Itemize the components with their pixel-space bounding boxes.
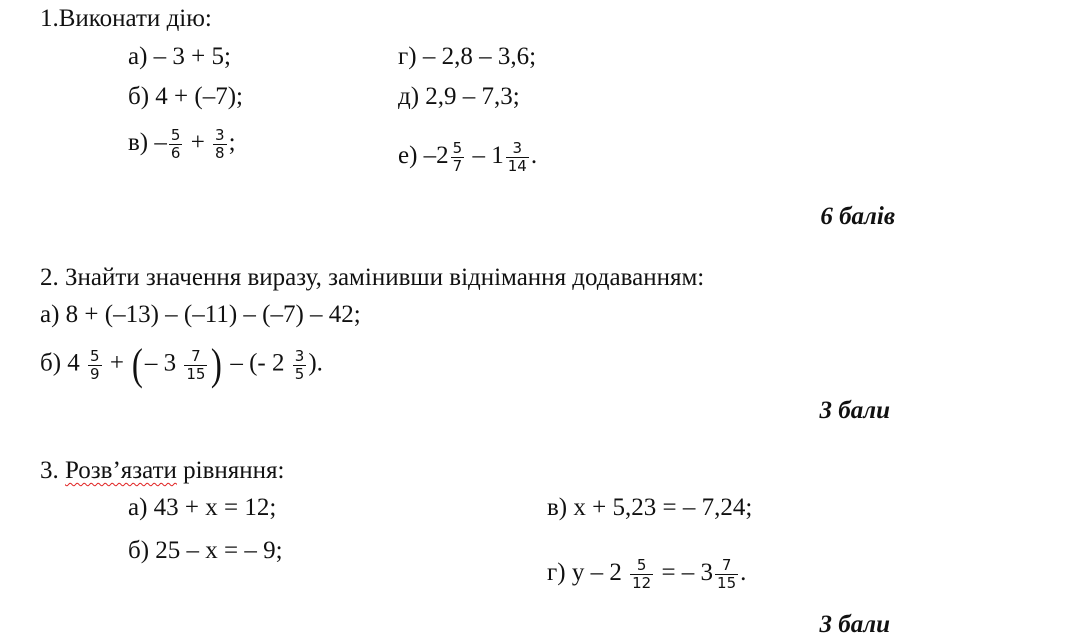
task1-e-prefix: е) –2 bbox=[398, 142, 449, 170]
task1-item-v-prefix: в) – bbox=[128, 129, 167, 157]
task1-v-fraction-2 bbox=[213, 127, 227, 162]
task2-b-prefix: б) 4 bbox=[40, 349, 80, 377]
numerator: 3 bbox=[506, 140, 529, 158]
numerator: 5 bbox=[630, 557, 653, 575]
task2-b-fraction-1 bbox=[88, 348, 102, 383]
task1-e-fraction-1 bbox=[451, 140, 465, 175]
task3-g-prefix: г) у – 2 bbox=[547, 559, 622, 587]
task1-v-fraction-1 bbox=[169, 127, 183, 162]
denominator: 14 bbox=[507, 157, 527, 175]
task1-item-d: д) 2,9 – 7,3; bbox=[398, 83, 520, 110]
task3-item-b: б) 25 – х = – 9; bbox=[128, 537, 283, 564]
task3-item-v: в) х + 5,23 = – 7,24; bbox=[547, 494, 753, 521]
task3-heading-rest: рівняння: bbox=[183, 457, 285, 484]
task1-item-b: б) 4 + (–7); bbox=[128, 83, 243, 110]
task1-item-e bbox=[398, 140, 537, 175]
task3-heading-num: 3. bbox=[40, 457, 59, 484]
numerator: 7 bbox=[715, 557, 738, 575]
denominator: 7 bbox=[452, 157, 463, 175]
task1-e-end: . bbox=[530, 142, 538, 170]
task2-b-minus: – 3 bbox=[144, 349, 177, 377]
denominator: 12 bbox=[632, 574, 652, 592]
task1-v-end: ; bbox=[228, 129, 236, 157]
task2-b-fraction-3 bbox=[293, 348, 307, 383]
numerator: 7 bbox=[184, 348, 207, 366]
denominator: 9 bbox=[90, 364, 100, 383]
task1-v-plus: + bbox=[190, 129, 205, 157]
task2-b-end: ). bbox=[308, 349, 323, 377]
task3-item-g bbox=[547, 557, 746, 592]
task3-g-end: . bbox=[740, 559, 747, 587]
left-paren: ( bbox=[132, 340, 144, 389]
task1-heading: 1.Виконати дію: bbox=[40, 5, 212, 32]
numerator: 5 bbox=[90, 346, 100, 365]
task2-item-a: а) 8 + (–13) – (–11) – (–7) – 42; bbox=[40, 301, 361, 328]
denominator: 15 bbox=[717, 574, 737, 592]
task2-b-mid: – (- 2 bbox=[230, 349, 285, 377]
task2-b-plus: + bbox=[109, 349, 124, 377]
denominator: 5 bbox=[294, 364, 305, 383]
denominator: 8 bbox=[215, 144, 225, 162]
task3-g-fraction-1 bbox=[630, 557, 653, 592]
numerator: 5 bbox=[452, 139, 463, 157]
denominator: 15 bbox=[186, 364, 206, 383]
task2-item-b bbox=[40, 340, 323, 389]
task3-item-a: а) 43 + х = 12; bbox=[128, 494, 277, 521]
task1-item-a: а) – 3 + 5; bbox=[128, 43, 231, 70]
numerator: 5 bbox=[170, 126, 181, 144]
task3-g-mid: = – 3 bbox=[661, 559, 714, 587]
task1-item-g: г) – 2,8 – 3,6; bbox=[398, 43, 537, 70]
task3-heading bbox=[40, 456, 285, 486]
task2-points: 3 бали bbox=[819, 397, 890, 424]
denominator: 6 bbox=[170, 144, 181, 162]
task2-b-fraction-2 bbox=[184, 348, 207, 383]
task1-points: 6 балів bbox=[820, 203, 895, 230]
right-paren: ) bbox=[211, 340, 223, 389]
numerator: 3 bbox=[215, 126, 225, 144]
task2-heading: 2. Знайти значення виразу, замінивши віднімання додаванням: bbox=[40, 264, 705, 291]
task3-heading-word: Розв’язати bbox=[65, 457, 177, 484]
task1-e-fraction-2 bbox=[506, 140, 529, 175]
task3-points: 3 бали bbox=[819, 611, 890, 638]
numerator: 3 bbox=[294, 346, 305, 365]
task3-g-fraction-2 bbox=[715, 557, 738, 592]
task1-item-v bbox=[128, 127, 236, 162]
task1-e-mid: – 1 bbox=[472, 142, 504, 170]
